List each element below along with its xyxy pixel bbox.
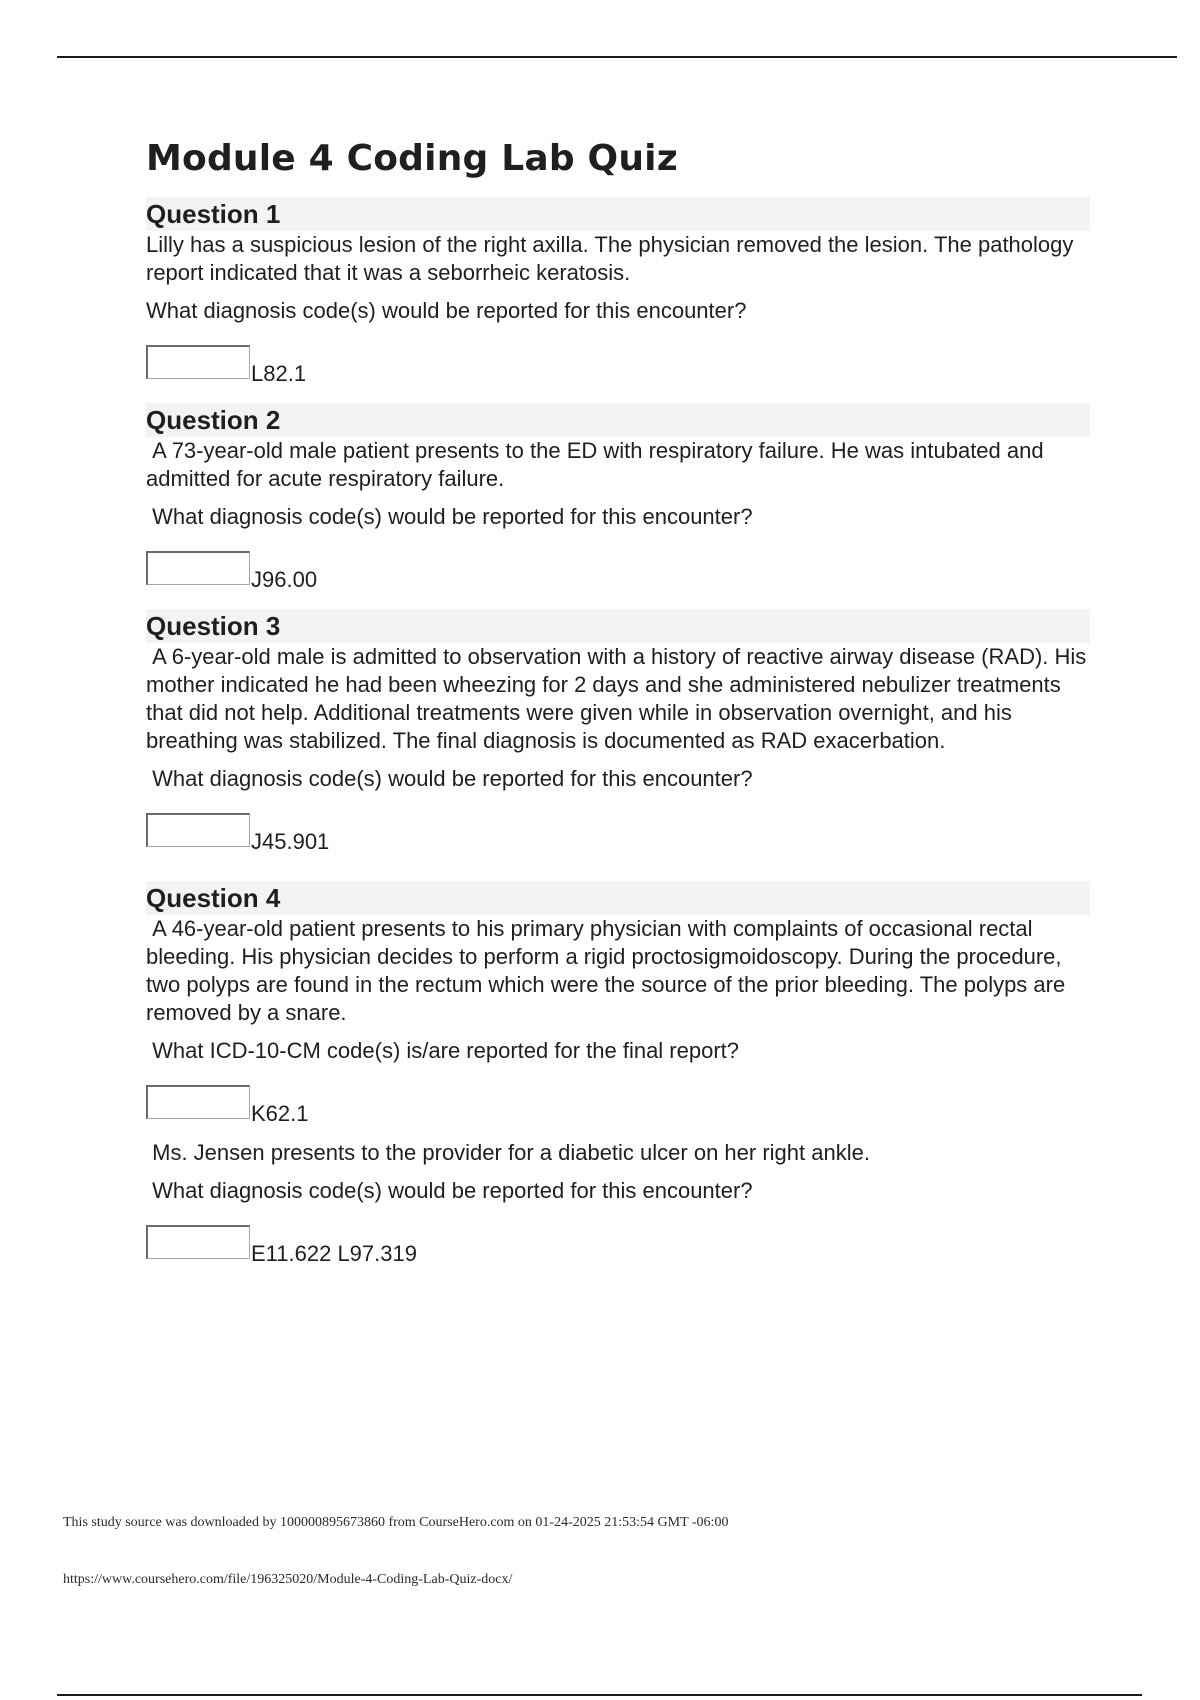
answer-input[interactable]	[146, 1085, 250, 1119]
answer-value: J45.901	[251, 829, 330, 854]
answer-input[interactable]	[146, 345, 250, 379]
answer-row	[146, 339, 1090, 386]
answer-row	[146, 1219, 1090, 1266]
bottom-rule	[57, 1694, 1142, 1696]
question-2	[146, 403, 1090, 592]
answer-row	[146, 545, 1090, 592]
answer-row	[146, 1079, 1090, 1126]
answer-value: E11.622 L97.319	[251, 1241, 417, 1266]
question-prompt: What diagnosis code(s) would be reported for this encounter?	[146, 766, 753, 791]
question-prompt: What diagnosis code(s) would be reported for this encounter?	[146, 1178, 753, 1203]
source-url: https://www.coursehero.com/file/196325020/Module-4-Coding-Lab-Quiz-docx/	[63, 1572, 513, 1587]
question-3	[146, 609, 1093, 854]
question-heading: Question 1	[146, 197, 1090, 231]
question-prompt: What ICD-10-CM code(s) is/are reported for the final report?	[146, 1038, 740, 1063]
question-1	[146, 197, 1090, 386]
answer-input[interactable]	[146, 813, 250, 847]
question-text: Ms. Jensen presents to the provider for a diabetic ulcer on her right ankle.	[146, 1140, 870, 1165]
question-text: A 6-year-old male is admitted to observation with a history of reactive airway disease (RAD). His mother indicated he had been wheezing for 2 days and she administered nebulizer treatments that did not help. Additional treatments were given while in observation overnight, and his breathing was stabilized. The final diagnosis is documented as RAD exacerbation.	[146, 644, 1093, 753]
page-title: Module 4 Coding Lab Quiz	[146, 138, 678, 179]
answer-value: K62.1	[251, 1101, 309, 1126]
download-notice: This study source was downloaded by 100000895673860 from CourseHero.com on 01-24-2025 21:53:54 GMT -06:00	[63, 1515, 729, 1530]
quiz-document	[146, 138, 1093, 1283]
question-prompt: What diagnosis code(s) would be reported for this encounter?	[146, 298, 747, 323]
answer-row	[146, 807, 1090, 854]
answer-value: L82.1	[251, 361, 307, 386]
question-text: Lilly has a suspicious lesion of the right axilla. The physician removed the lesion. The pathology report indicated that it was a seborrheic keratosis.	[146, 232, 1074, 285]
question-heading: Question 3	[146, 609, 1090, 643]
question-4	[146, 881, 1090, 1126]
answer-input[interactable]	[146, 551, 250, 585]
question-heading: Question 4	[146, 881, 1090, 915]
question-text: A 73-year-old male patient presents to the ED with respiratory failure. He was intubated and admitted for acute respiratory failure.	[146, 438, 1050, 491]
answer-input[interactable]	[146, 1225, 250, 1259]
question-heading: Question 2	[146, 403, 1090, 437]
top-rule	[57, 56, 1177, 58]
question-text: A 46-year-old patient presents to his primary physician with complaints of occasional rectal bleeding. His physician decides to perform a rigid proctosigmoidoscopy. During the procedure, two polyps are found in the rectum which were the source of the prior bleeding. The polyps are removed by a snare.	[146, 916, 1072, 1025]
question-prompt: What diagnosis code(s) would be reported for this encounter?	[146, 504, 753, 529]
question-5	[146, 1139, 1090, 1266]
answer-value: J96.00	[251, 567, 318, 592]
